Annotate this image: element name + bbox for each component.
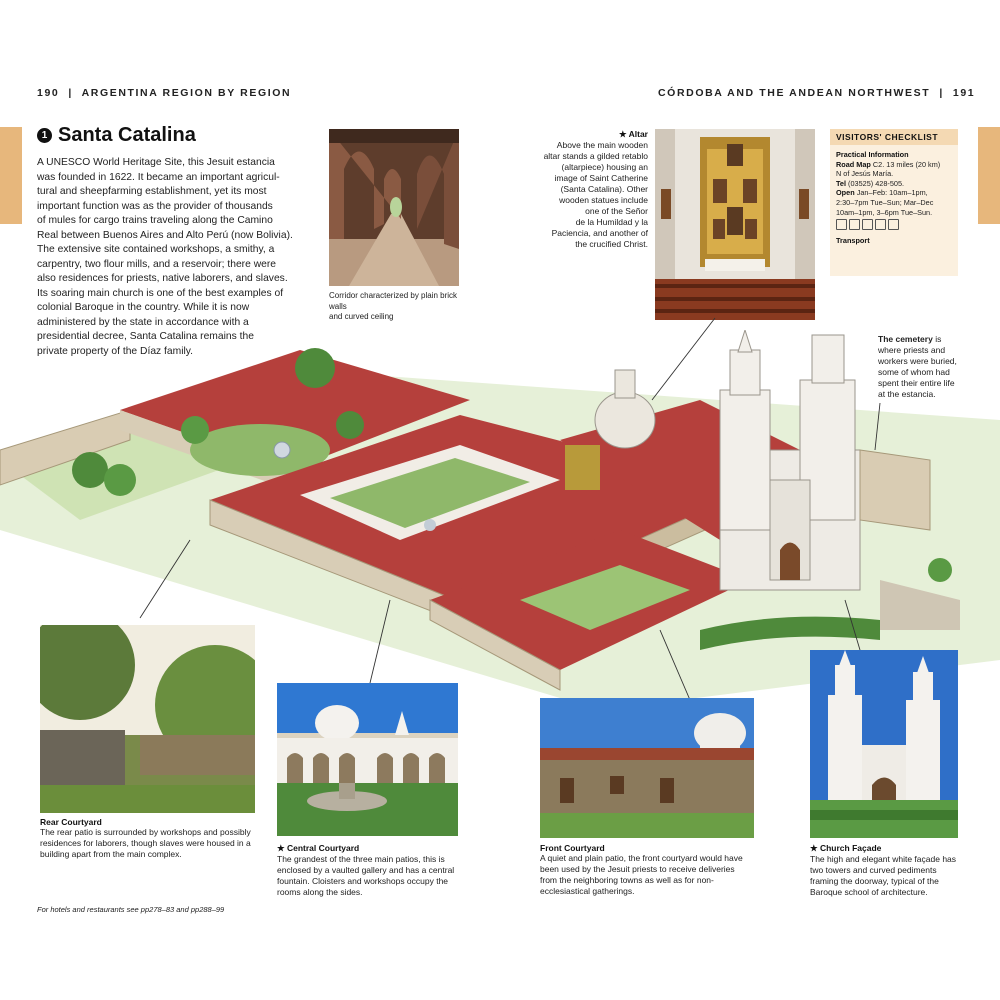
intro-line: Real between Buenos Aires and Alto Perú (now Bolivia). bbox=[37, 229, 293, 241]
tel-value: (03525) 428-505. bbox=[848, 178, 905, 188]
intro-line: The extensive site contained workshops, a smithy, a bbox=[37, 244, 275, 255]
road-map-label: Road Map bbox=[836, 159, 871, 169]
front-courtyard-photo bbox=[540, 698, 754, 838]
checklist-title: VISITORS' CHECKLIST bbox=[830, 129, 958, 145]
central-courtyard-heading: ★ Central Courtyard bbox=[277, 843, 360, 853]
caption-line: building apart from the main complex. bbox=[40, 849, 182, 859]
front-courtyard-caption bbox=[540, 843, 760, 897]
caption-line: spent their entire life bbox=[878, 378, 955, 388]
open-line: 10am–1pm, 3–6pm Tue–Sun. bbox=[836, 207, 933, 217]
church-facade-caption bbox=[810, 843, 980, 898]
caption-line: image of Saint Catherine bbox=[554, 173, 648, 183]
caption-line: some of whom had bbox=[878, 367, 950, 377]
caption-line: The high and elegant white façade has bbox=[810, 854, 957, 864]
intro-line: tural and sheepfarming establishment, yet its most bbox=[37, 186, 267, 197]
caption-line: A quiet and plain patio, the front courtyard would have bbox=[540, 853, 743, 863]
intro-line: private property of the Díaz family. bbox=[37, 345, 194, 357]
intro-line: also residences for priests, native laborers, and slaves. bbox=[37, 273, 288, 284]
intro-line: Its soaring main church is one of the best examples of bbox=[37, 287, 284, 299]
caption-line: Corridor characterized by plain brick walls bbox=[329, 291, 458, 311]
section-number-badge: 1 bbox=[37, 128, 52, 143]
section-title-text: Santa Catalina bbox=[58, 124, 196, 146]
caption-line: Paciencia, and another of bbox=[551, 228, 648, 238]
intro-line: colonial Baroque in the country. While it is now bbox=[37, 302, 250, 313]
left-section-title: ARGENTINA REGION BY REGION bbox=[81, 87, 292, 99]
caption-line: and curved ceiling bbox=[329, 312, 394, 321]
front-courtyard-heading: Front Courtyard bbox=[540, 843, 605, 853]
caption-line: Above the main wooden bbox=[556, 140, 648, 150]
open-label: Open bbox=[836, 188, 855, 198]
open-line: 2:30–7pm Tue–Sun; Mar–Dec bbox=[836, 197, 934, 207]
caption-line: is bbox=[935, 334, 942, 344]
caption-line: been used by the Jesuit priests to receive deliveries bbox=[540, 864, 735, 874]
caption-line: two towers and curved pediments bbox=[810, 865, 937, 875]
caption-line: (altarpiece) housing an bbox=[561, 162, 648, 172]
intro-line: presidential decree, Santa Catalina remains the bbox=[37, 331, 254, 342]
practical-heading: Practical Information bbox=[836, 150, 909, 159]
right-section-title: CÓRDOBA AND THE ANDEAN NORTHWEST bbox=[658, 87, 931, 99]
caption-line: wooden statues include bbox=[559, 195, 648, 205]
caption-line: enclosed by a vaulted gallery and has a central bbox=[277, 865, 455, 875]
caption-line: at the estancia. bbox=[878, 389, 936, 399]
central-courtyard-caption bbox=[277, 843, 487, 898]
right-page-number: 191 bbox=[952, 87, 976, 99]
rear-courtyard-photo bbox=[40, 625, 255, 813]
left-page-number: 190 bbox=[37, 87, 60, 99]
intro-line: of mules for cargo trains traveling along the Camino bbox=[37, 215, 273, 226]
intro-line: A UNESCO World Heritage Site, this Jesuit estancia bbox=[37, 157, 275, 168]
header-separator: | bbox=[68, 87, 73, 99]
church-facade-heading: ★ Church Façade bbox=[810, 843, 882, 853]
transport-heading: Transport bbox=[836, 236, 870, 246]
caption-line: The grandest of the three main patios, this is bbox=[277, 854, 445, 864]
footer-note: For hotels and restaurants see pp278–83 and pp288–99 bbox=[37, 905, 225, 914]
caption-line: ecclesiastical gatherings. bbox=[540, 886, 635, 896]
caption-line: The rear patio is surrounded by workshops and possibly bbox=[40, 827, 251, 837]
caption-line: fountain. Cloisters and workshops occupy the bbox=[277, 876, 449, 886]
tel-label: Tel bbox=[836, 178, 847, 188]
church-facade-photo bbox=[810, 650, 958, 838]
caption-line: workers were buried, bbox=[878, 356, 957, 366]
caption-line: (Santa Catalina). Other bbox=[560, 184, 648, 194]
open-line: Jan–Feb: 10am–1pm, bbox=[856, 188, 928, 198]
caption-line: one of the Señor bbox=[585, 206, 648, 216]
rear-courtyard-caption bbox=[40, 817, 280, 860]
header-separator: | bbox=[939, 87, 944, 99]
altar-heading: ★ Altar bbox=[618, 129, 648, 139]
intro-line: important function was as the provider of thousands bbox=[37, 200, 273, 212]
caption-line: rooms along the sides. bbox=[277, 887, 363, 897]
caption-line: altar stands a gilded retablo bbox=[543, 151, 648, 161]
road-map-value: C2. 13 miles (20 km) bbox=[872, 159, 941, 169]
caption-line: the crucified Christ. bbox=[575, 239, 648, 249]
intro-line: was founded in 1622. It became an important agricul- bbox=[37, 171, 280, 183]
intro-line: carpentry, two flour mills, and a reservoir; there were bbox=[37, 258, 277, 270]
intro-line: administered by the state in accordance with a bbox=[37, 316, 249, 328]
caption-line: residences for laborers, though slaves were housed in a bbox=[40, 838, 251, 848]
caption-line: framing the doorway, typical of the bbox=[810, 876, 939, 886]
cemetery-heading: The cemetery bbox=[878, 334, 933, 344]
road-map-value-2: N of Jesús María. bbox=[836, 169, 894, 179]
rear-courtyard-heading: Rear Courtyard bbox=[40, 817, 102, 827]
caption-line: de la Humildad y la bbox=[575, 217, 648, 227]
caption-line: where priests and bbox=[878, 345, 946, 355]
caption-line: Baroque school of architecture. bbox=[810, 887, 928, 897]
caption-line: from the neighboring towns as well as for non- bbox=[540, 875, 714, 885]
central-courtyard-photo bbox=[277, 683, 458, 836]
